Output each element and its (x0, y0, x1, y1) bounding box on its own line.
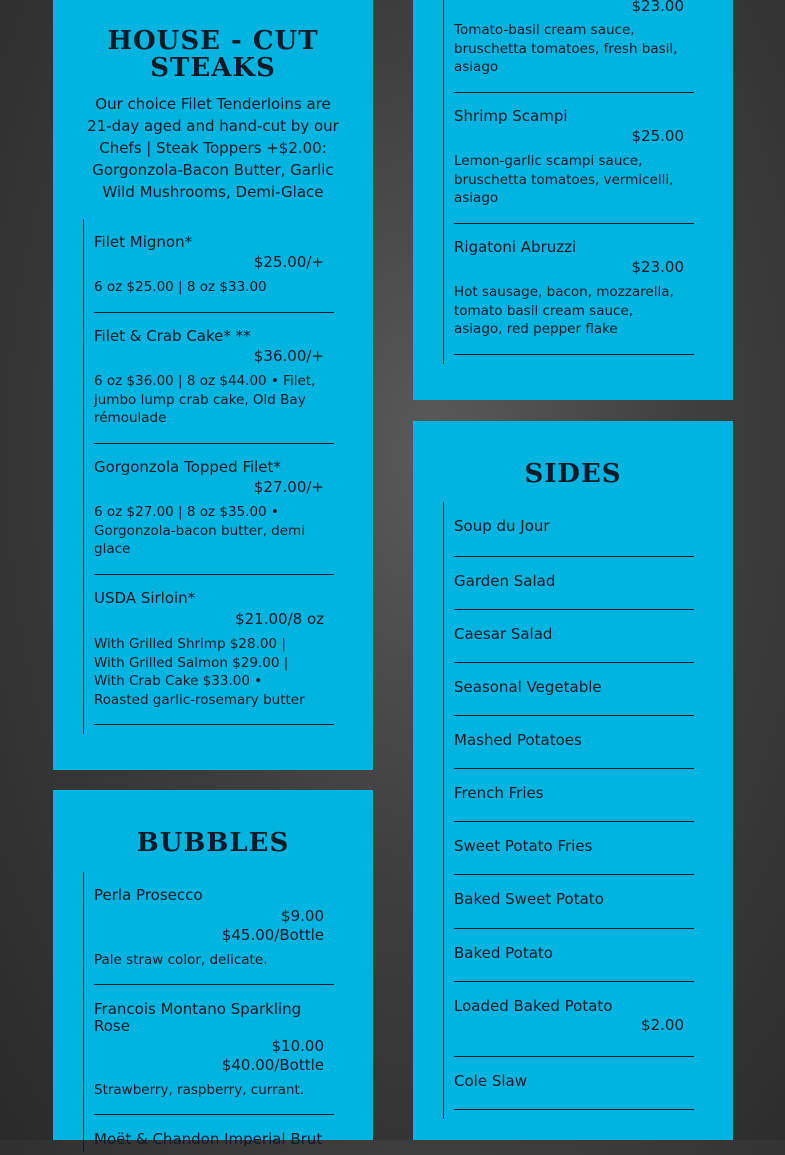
item-description: 6 oz $27.00 | 8 oz $35.00 • Gorgonzola-bacon butter, demi glace (94, 504, 305, 557)
menu-item-filet-crab-cake[interactable] (94, 313, 334, 444)
item-description: Strawberry, raspberry, currant. (94, 1082, 305, 1098)
menu-item-cole-slaw[interactable] (454, 1057, 694, 1110)
item-bottle-price: $40.00/Bottle (221, 1056, 324, 1074)
item-name: Moët & Chandon Imperial Brut (94, 1130, 323, 1148)
steaks-card (53, 0, 373, 770)
item-price: $27.00/+ (253, 478, 324, 496)
item-description: Pale straw color, delicate. (94, 952, 268, 968)
item-description: Tomato-basil cream sauce, bruschetta tomatoes, fresh basil, asiago (454, 22, 678, 75)
menu-item-sweet-potato-fries[interactable] (454, 822, 694, 875)
menu-item-mashed-potatoes[interactable] (454, 716, 694, 769)
steaks-menu-list (83, 219, 333, 734)
sides-title: SIDES (524, 459, 622, 489)
item-name: Seasonal Vegetable (454, 678, 602, 696)
sides-card (413, 421, 733, 1140)
item-name: Francois Montano Sparkling Rose (94, 1000, 302, 1035)
item-name: USDA Sirloin* (94, 589, 196, 607)
item-price: $25.00 (631, 127, 684, 145)
item-name: Filet & Crab Cake* ** (94, 327, 251, 345)
item-price: $23.00 (631, 0, 684, 15)
item-description: With Grilled Shrimp $28.00 | With Grilled Salmon $29.00 | With Crab Cake $33.00 • Roasted garlic-rosemary butter (94, 636, 305, 708)
item-name: Loaded Baked Potato (454, 997, 613, 1015)
menu-item-filet-mignon[interactable] (94, 219, 334, 313)
bubbles-menu-list (83, 872, 333, 1152)
item-name: Perla Prosecco (94, 886, 203, 904)
item-name: Rigatoni Abruzzi (454, 238, 577, 256)
menu-item-pasta-continued[interactable] (454, 0, 694, 93)
item-price: $36.00/+ (253, 347, 324, 365)
pasta-menu-list (443, 0, 693, 364)
menu-item-gorgonzola-topped-filet[interactable] (94, 444, 334, 575)
item-description: 6 oz $25.00 | 8 oz $33.00 (94, 279, 267, 295)
menu-item-seasonal-vegetable[interactable] (454, 663, 694, 716)
menu-item-francois-montano[interactable] (94, 985, 334, 1115)
item-price: $10.00 (271, 1037, 324, 1055)
sides-menu-list (443, 502, 693, 1119)
item-name: French Fries (454, 784, 544, 802)
menu-item-moet-chandon[interactable] (94, 1115, 334, 1155)
steaks-description: Our choice Filet Tenderloins are 21-day aged and hand-cut by our Chefs | Steak Toppers +$2.00: Gorgonzola-Bacon Butter, Garlic Wild Mushrooms, Demi-Glace (87, 95, 339, 201)
item-description: Hot sausage, bacon, mozzarella, tomato basil cream sauce, asiago, red pepper flake (454, 284, 674, 337)
menu-item-baked-sweet-potato[interactable] (454, 875, 694, 929)
item-name: Mashed Potatoes (454, 731, 582, 749)
item-price: $21.00/8 oz (235, 610, 324, 628)
steaks-title: HOUSE - CUT STEAKS (107, 26, 319, 83)
item-name: Shrimp Scampi (454, 107, 568, 125)
item-name: Sweet Potato Fries (454, 837, 593, 855)
menu-item-baked-potato[interactable] (454, 929, 694, 982)
item-name: Baked Potato (454, 944, 553, 962)
item-description: 6 oz $36.00 | 8 oz $44.00 • Filet, jumbo lump crab cake, Old Bay rémoulade (94, 373, 316, 426)
item-price: $2.00 (641, 1016, 684, 1034)
menu-item-caesar-salad[interactable] (454, 610, 694, 663)
item-price: $9.00 (281, 907, 324, 925)
pasta-card (413, 0, 733, 400)
bubbles-card (53, 790, 373, 1148)
item-name: Filet Mignon* (94, 233, 193, 251)
menu-item-rigatoni-abruzzi[interactable] (454, 224, 694, 355)
item-name: Garden Salad (454, 572, 556, 590)
menu-item-shrimp-scampi[interactable] (454, 93, 694, 224)
item-name: Caesar Salad (454, 625, 553, 643)
menu-item-soup-du-jour[interactable] (454, 502, 694, 557)
item-price: $23.00 (631, 258, 684, 276)
item-name: Soup du Jour (454, 517, 550, 535)
menu-item-garden-salad[interactable] (454, 557, 694, 610)
item-bottle-price: $45.00/Bottle (221, 926, 324, 944)
item-name: Gorgonzola Topped Filet* (94, 458, 281, 476)
item-name: Baked Sweet Potato (454, 890, 604, 908)
item-price: $25.00/+ (253, 253, 324, 271)
bubbles-title: BUBBLES (136, 828, 290, 858)
menu-item-loaded-baked-potato[interactable] (454, 982, 694, 1057)
menu-item-perla-prosecco[interactable] (94, 872, 334, 985)
menu-item-usda-sirloin[interactable] (94, 575, 334, 725)
menu-item-french-fries[interactable] (454, 769, 694, 822)
item-name: Cole Slaw (454, 1072, 527, 1090)
item-description: Lemon-garlic scampi sauce, bruschetta tomatoes, vermicelli, asiago (454, 153, 674, 206)
